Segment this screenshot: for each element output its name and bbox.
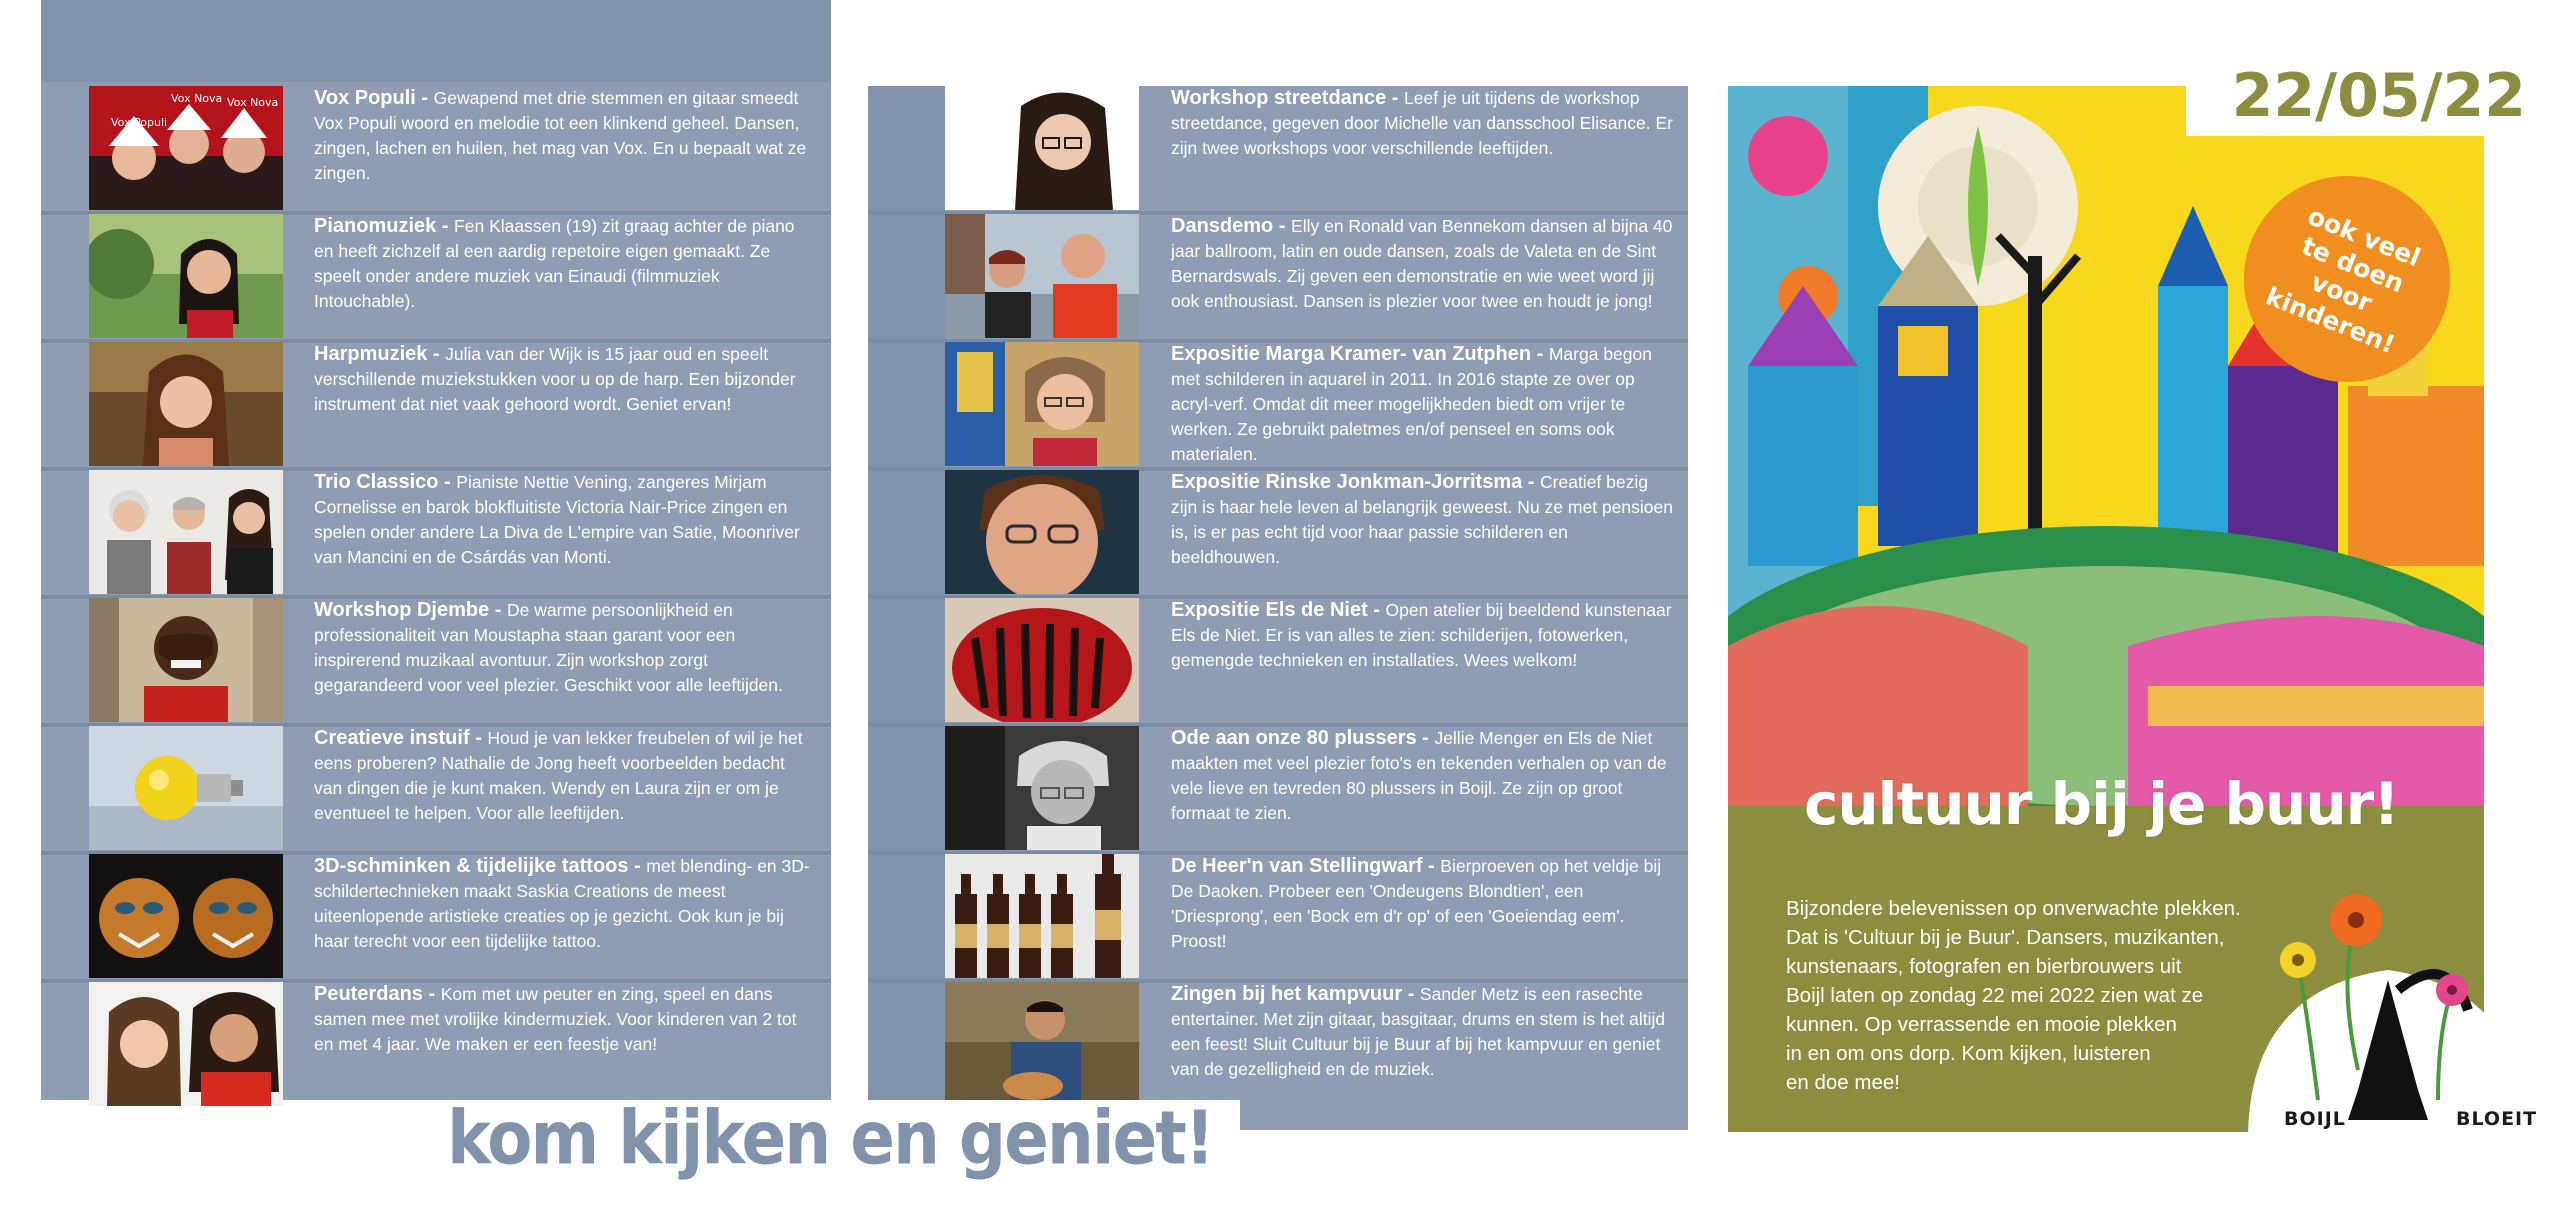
entry-de-heern-van-stellingwarf (868, 854, 1688, 980)
entry-pianomuziek (41, 214, 831, 340)
intro-line: Dat is 'Cultuur bij je Buur'. Dansers, muzikanten, (1786, 926, 2225, 949)
entry-title: Peuterdans (314, 983, 423, 1005)
intro-line: in en om ons dorp. Kom kijken, luisteren (1786, 1042, 2151, 1065)
streetdance-photo (945, 86, 1139, 210)
harpmuziek-photo (89, 342, 283, 466)
kids-badge-text: ook veel te doen voor kinderen! (2261, 201, 2425, 360)
entry-harpmuziek (41, 342, 831, 468)
middle-program-panel (868, 86, 1688, 1130)
left-panel-header-band (41, 0, 831, 82)
intro-line: Bijzondere belevenissen op onverwachte plekken. (1786, 897, 2241, 920)
entry-text: De Heer'n van Stellingwarf - Bierproeven op het veldje bij De Daoken. Probeer een 'Ondeugens Blondtien', een 'Driesprong', een 'Bock em d'r op' of een 'Goeiendag eem'. Proost! (1171, 855, 1662, 951)
intro-text (1786, 894, 2306, 1097)
entry-title: Expositie Els de Niet (1171, 599, 1368, 621)
entry-workshop-djembe (41, 598, 831, 724)
entry-expositie-rinske (868, 470, 1688, 596)
entry-text: Expositie Rinske Jonkman-Jorritsma - Creatief bezig zijn is haar hele leven al belangrijk geweest. Nu ze met pensioen is, is er pas echt tijd voor haar passie schilderen en beeldhouwen. (1171, 471, 1673, 567)
entry-text: Expositie Els de Niet - Open atelier bij beeldend kunstenaar Els de Niet. Er is van alles te zien: schilderijen, fotowerken, gemengde technieken en installaties. Wees welkom! (1171, 599, 1672, 670)
vox-label-1: Vox Populi (111, 116, 168, 129)
entry-title: Pianomuziek (314, 215, 437, 237)
entry-text: Creatieve instuif - Houd je van lekker freubelen of wil je het eens proberen? Nathalie de Jong heeft voorbeelden bedacht van dingen die je kunt maken. Wendy en Laura zijn er om je eventueel te helpen. Voor alle leeftijden. (314, 727, 803, 823)
entry-text: Workshop Djembe - De warme persoonlijkheid en professionaliteit van Moustapha staan garant voor een inspirerend muzikaal avontuur. Zijn workshop zorgt gegarandeerd voor veel plezier. Geschikt voor alle leeftijden. (314, 599, 783, 695)
entry-dansdemo (868, 214, 1688, 340)
entry-text: Trio Classico - Pianiste Nettie Vening, zangeres Mirjam Cornelisse en barok blokfluitiste Victoria Nair-Price zingen en spelen onder andere La Diva de L'empire van Satie, Moonriver van Mancini en de Csárdás van Monti. (314, 471, 800, 567)
entry-title: Dansdemo (1171, 215, 1274, 237)
entry-text: 3D-schminken & tijdelijke tattoos - met blending- en 3D-schildertechnieken maakt Saskia Creations de meest uiteenlopende artistieke creaties op je gezicht. Ook kun je bij haar terecht voor een tijdelijke tattoo. (314, 855, 810, 951)
beer-bottles-photo (945, 854, 1139, 978)
els-de-niet-photo (945, 598, 1139, 722)
dansdemo-photo (945, 214, 1139, 338)
entry-description: Houd je van lekker freubelen of wil je het eens proberen? Nathalie de Jong heeft voorbeelden bedacht van dingen die je kunt maken. Wendy en Laura zijn er om je eventueel te helpen. Voor alle leeftijden. (314, 728, 803, 823)
pianomuziek-photo (89, 214, 283, 338)
entry-description: Leef je uit tijdens de workshop streetdance, gegeven door Michelle van dansschool Elisance. Er zijn twee workshops voor verschillende leeftijden. (1171, 88, 1673, 158)
entry-description: Pianiste Nettie Vening, zangeres Mirjam Cornelisse en barok blokfluitiste Victoria Nair-Price zingen en spelen onder andere La Diva de L'empire van Satie, Moonriver van Mancini en de Csárdás van Monti. (314, 472, 800, 567)
entry-description: Bierproeven op het veldje bij De Daoken. Probeer een 'Ondeugens Blondtien', een 'Driesprong', een 'Bock em d'r op' of een 'Goeiendag eem'. Proost! (1171, 856, 1662, 951)
entry-description: Elly en Ronald van Bennekom dansen al bijna 40 jaar ballroom, latin en oude dansen, zoals de Valeta en de Sint Bernardswals. Zij geven een demonstratie en wie weet word jij ook enthousiast. Dansen is plezier voor twee en houdt je jong! (1171, 216, 1673, 311)
entry-text: Workshop streetdance - Leef je uit tijdens de workshop streetdance, gegeven door Michelle van dansschool Elisance. Er zijn twee workshops voor verschillende leeftijden. (1171, 87, 1673, 158)
logo-text-boijl: BOIJL (2284, 1108, 2346, 1130)
boijl-bloeit-logo (2238, 860, 2538, 1140)
entry-peuterdans (41, 982, 831, 1108)
intro-line: Boijl laten op zondag 22 mei 2022 zien wat ze (1786, 984, 2204, 1007)
slogan-text: kom kijken en geniet! (447, 1095, 1213, 1182)
entry-title: Workshop streetdance (1171, 87, 1387, 109)
intro-line: kunstenaars, fotografen en bierbrouwers uit (1786, 955, 2182, 978)
entry-description: Julia van der Wijk is 15 jaar oud en speelt verschillende muziekstukken voor u op de harp. Een bijzonder instrument dat niet vaak gehoord wordt. Geniet ervan! (314, 344, 796, 414)
intro-line: en doe mee! (1786, 1071, 1900, 1094)
peuterdans-photo (89, 982, 283, 1106)
entry-ode-80-plussers (868, 726, 1688, 852)
entry-title: Trio Classico (314, 471, 439, 493)
workshop-djembe-photo (89, 598, 283, 722)
entry-text: Harpmuziek - Julia van der Wijk is 15 jaar oud en speelt verschillende muziekstukken voor u op de harp. Een bijzonder instrument dat niet vaak gehoord wordt. Geniet ervan! (314, 343, 796, 414)
entry-description: met blending- en 3D-schildertechnieken maakt Saskia Creations de meest uiteenlopende artistieke creaties op je gezicht. Ook kun je bij haar terecht voor een tijdelijke tattoo. (314, 856, 810, 951)
entry-description: Creatief bezig zijn is haar hele leven al belangrijk geweest. Nu ze met pensioen is, is er pas echt tijd voor haar passie schilderen en beeldhouwen. (1171, 472, 1673, 567)
entry-title: Zingen bij het kampvuur (1171, 983, 1403, 1005)
vox-label-2: Vox Nova (171, 92, 223, 105)
entry-description: De warme persoonlijkheid en professionaliteit van Moustapha staan garant voor een inspirerend muzikaal avontuur. Zijn workshop zorgt gegarandeerd voor veel plezier. Geschikt voor alle leeftijden. (314, 600, 783, 695)
entry-description: Fen Klaassen (19) zit graag achter de piano en heeft zichzelf al een aardig repetoire eigen gemaakt. Ze speelt onder andere muziek van Einaudi (filmmuziek Intouchable). (314, 216, 795, 311)
entry-trio-classico (41, 470, 831, 596)
entry-zingen-bij-kampvuur (868, 982, 1688, 1108)
entry-description: Sander Metz is een rasechte entertainer. Met zijn gitaar, basgitaar, drums en stem is het altijd een feest! Sluit Cultuur bij je Buur af bij het kampvuur en geniet van de gezelligheid en de muziek. (1171, 984, 1666, 1079)
entry-title: Expositie Marga Kramer- van Zutphen (1171, 343, 1532, 365)
marga-photo (945, 342, 1139, 466)
entry-creatieve-instuif (41, 726, 831, 852)
entry-title: Creatieve instuif (314, 727, 470, 749)
event-date: 22/05/22 (2186, 56, 2530, 136)
entry-title: Expositie Rinske Jonkman-Jorritsma (1171, 471, 1523, 493)
creatieve-instuif-photo (89, 726, 283, 850)
entry-text: Dansdemo - Elly en Ronald van Bennekom dansen al bijna 40 jaar ballroom, latin en oude dansen, zoals de Valeta en de Sint Bernardswals. Zij geven een demonstratie en wie weet word jij ook enthousiast. Dansen is plezier voor twee en houdt je jong! (1171, 215, 1673, 311)
entry-text: Vox Populi - Gewapend met drie stemmen en gitaar smeedt Vox Populi woord en melodie tot een klinkend geheel. Dansen, zingen, lachen en huilen, het mag van Vox. En u bepaalt wat ze zingen. (314, 87, 807, 183)
entry-3d-schminken (41, 854, 831, 980)
entry-text: Peuterdans - Kom met uw peuter en zing, speel en dans samen mee met vrolijke kindermuziek. Voor kinderen van 2 tot en met 4 jaar. We maken er een feestje van! (314, 983, 797, 1054)
entry-description: Gewapend met drie stemmen en gitaar smeedt Vox Populi woord en melodie tot een klinkend geheel. Dansen, zingen, lachen en huilen, het mag van Vox. En u bepaalt wat ze zingen. (314, 88, 807, 183)
rinske-photo (945, 470, 1139, 594)
vox-label-3: Vox Nova (227, 96, 279, 109)
entry-workshop-streetdance (868, 86, 1688, 212)
entry-description: Open atelier bij beeldend kunstenaar Els de Niet. Er is van alles te zien: schilderijen, fotowerken, gemengde technieken en installaties. Wees welkom! (1171, 600, 1672, 670)
entry-description: Jellie Menger en Els de Niet maakten met veel plezier foto's en tekenden verhalen op van de vele lieve en tevreden 80 plussers in Boijl. Ze zijn op groot formaat te zien. (1171, 728, 1667, 823)
left-program-panel (41, 0, 831, 1100)
trio-classico-photo (89, 470, 283, 594)
entry-title: Workshop Djembe (314, 599, 490, 621)
entry-expositie-marga (868, 342, 1688, 468)
entry-text: Ode aan onze 80 plussers - Jellie Menger en Els de Niet maakten met veel plezier foto's en tekenden verhalen op van de vele lieve en tevreden 80 plussers in Boijl. Ze zijn op groot formaat te zien. (1171, 727, 1667, 823)
entry-title: Vox Populi (314, 87, 416, 109)
entry-title: Ode aan onze 80 plussers (1171, 727, 1417, 749)
entry-title: De Heer'n van Stellingwarf (1171, 855, 1423, 877)
entry-title: 3D-schminken & tijdelijke tattoos (314, 855, 629, 877)
vox-populi-photo (89, 86, 283, 210)
entry-text: Expositie Marga Kramer- van Zutphen - Marga begon met schilderen in aquarel in 2011. In 2016 stapte ze over op acryl-verf. Omdat dit meer mogelijkheden biedt om vrijer te werken. Ze gebruikt paletmes en/of penseel en soms ook materialen. (1171, 343, 1652, 464)
logo-text-bloeit: BLOEIT (2456, 1108, 2538, 1130)
kampvuur-photo (945, 982, 1139, 1106)
cover-headline: cultuur bij je buur! (1804, 770, 2399, 838)
3d-schminken-photo (89, 854, 283, 978)
entry-description: Kom met uw peuter en zing, speel en dans samen mee met vrolijke kindermuziek. Voor kinderen van 2 tot en met 4 jaar. We maken er een feestje van! (314, 984, 797, 1054)
ode-80-photo (945, 726, 1139, 850)
entry-expositie-els (868, 598, 1688, 724)
entry-text: Zingen bij het kampvuur - Sander Metz is een rasechte entertainer. Met zijn gitaar, basgitaar, drums en stem is het altijd een feest! Sluit Cultuur bij je Buur af bij het kampvuur en geniet van de gezelligheid en de muziek. (1171, 983, 1666, 1079)
entry-description: Marga begon met schilderen in aquarel in 2011. In 2016 stapte ze over op acryl-verf. Omdat dit meer mogelijkheden biedt om vrijer te werken. Ze gebruikt paletmes en/of penseel en soms ook materialen. (1171, 344, 1652, 464)
entry-title: Harpmuziek (314, 343, 428, 365)
entry-text: Pianomuziek - Fen Klaassen (19) zit graag achter de piano en heeft zichzelf al een aardig repetoire eigen gemaakt. Ze speelt onder andere muziek van Einaudi (filmmuziek Intouchable). (314, 215, 795, 311)
intro-line: kunnen. Op verrassende en mooie plekken (1786, 1013, 2177, 1036)
entry-vox-populi (41, 86, 831, 212)
